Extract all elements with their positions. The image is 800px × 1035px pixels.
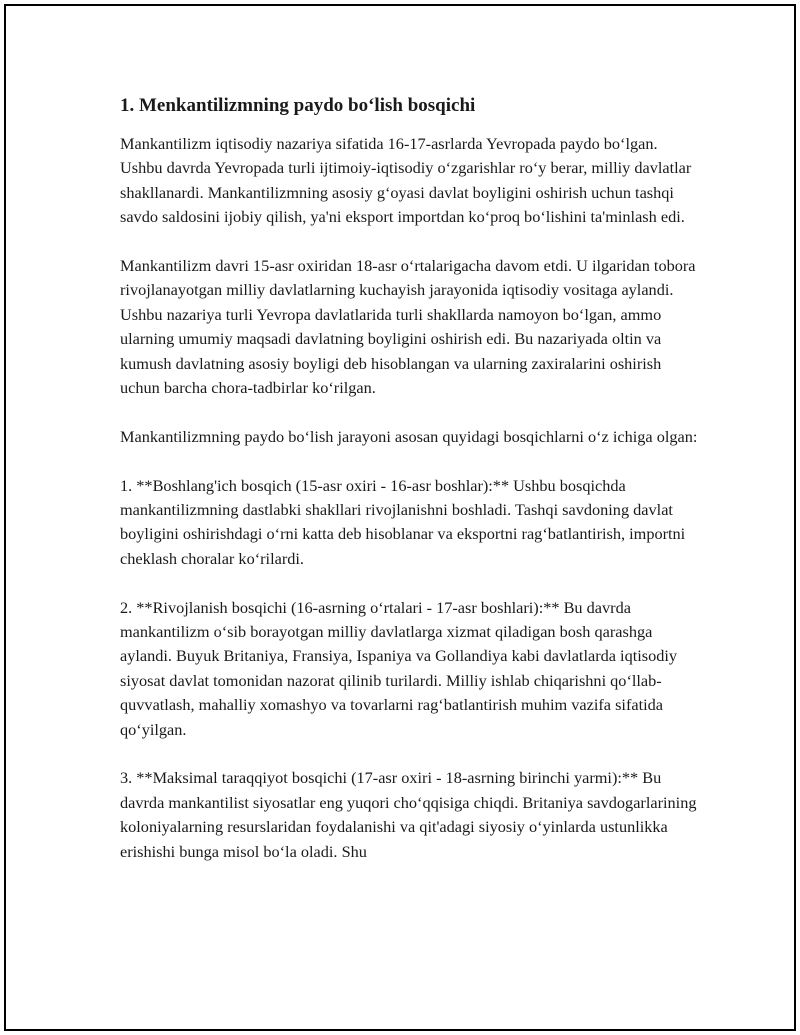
paragraph-stages-intro: Mankantilizmning paydo bo‘lish jarayoni asosan quyidagi bosqichlarni o‘z ichiga olgan: (120, 426, 698, 446)
paragraph-stage-2: 2. **Rivojlanish bosqichi (16-asrning o‘rtalari - 17-asr boshlari):** Bu davrda mankantilizm o‘sib borayotgan milliy davlatlarga xizmat qiladigan bosh qarashga aylandi. Buyuk Britaniya, Fransiya, Ispaniya va Gollandiya kabi davlatlarda iqtisodiy siyosat davlat tomonidan nazorat qilinib turilardi. Milliy ishlab chiqarishni qo‘llab-quvvatlash, mahalliy xomashyo va tovarlarni rag‘batlantirish muhim vazifa sifatida qo‘yilgan. (120, 597, 678, 739)
paragraph-stage-3: 3. **Maksimal taraqqiyot bosqichi (17-asr oxiri - 18-asrning birinchi yarmi):** Bu davrda mankantilist siyosatlar eng yuqori cho‘qqisiga chiqdi. Britaniya savdogarlarining koloniyalarning resurslaridan foydalanishi va qit'adagi siyosiy o‘yinlarda ustunlikka erishishi bunga misol bo‘la oladi. Shu (120, 768, 697, 861)
paragraph-intro: Mankantilizm iqtisodiy nazariya sifatida 16-17-asrlarda Yevropada paydo bo‘lgan. Ushbu davrda Yevropada turli ijtimoiy-iqtisodiy o‘zgarishlar ro‘y berar, milliy davlatlar shakllanardi. Mankantilizmning asosiy g‘oyasi davlat boyligini oshirish uchun tashqi savdo saldosini ijobiy qilish, ya'ni eksport importdan ko‘proq bo‘lishini ta'minlash edi. (120, 134, 692, 227)
section-heading: 1. Menkantilizmning paydo bo‘lish bosqichi (120, 95, 476, 116)
document-body (120, 94, 700, 889)
paragraph-stage-1: 1. **Boshlang'ich bosqich (15-asr oxiri - 16-asr boshlar):** Ushbu bosqichda mankantilizmning dastlabki shakllari rivojlanishni boshladi. Tashqi savdoning davlat boyligini oshirishdagi o‘rni katta deb hisoblanar va eksportni rag‘batlantirish, importni cheklash choralar ko‘rilardi. (120, 475, 686, 568)
document-page (4, 4, 796, 1031)
paragraph-period: Mankantilizm davri 15-asr oxiridan 18-asr o‘rtalarigacha davom etdi. U ilgaridan tobora rivojlanayotgan milliy davlatlarning kuchayish jarayonida iqtisodiy vositaga aylandi. Ushbu nazariya turli Yevropa davlatlarida turli shakllarda namoyon bo‘lgan, ammo ularning umumiy maqsadi davlatning boyligini oshirish edi. Bu nazariyada oltin va kumush davlatning asosiy boyligi deb hisoblangan va ularning zaxiralarini oshirish uchun barcha chora-tadbirlar ko‘rilgan. (120, 256, 696, 398)
